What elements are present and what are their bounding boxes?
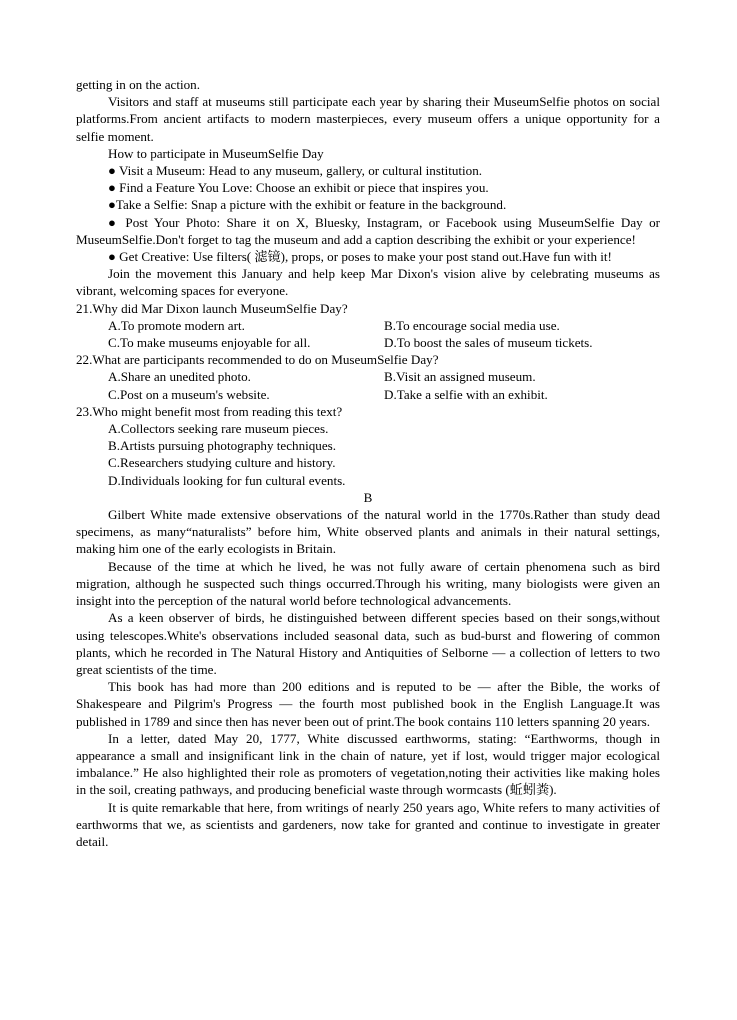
bullet-visit: ● Visit a Museum: Head to any museum, gallery, or cultural institution. xyxy=(108,163,483,179)
option-b: B.To encourage social media use. xyxy=(384,317,560,333)
option-a: A.Collectors seeking rare museum pieces. xyxy=(108,421,329,437)
option-c: C.Post on a museum's website. xyxy=(108,386,270,402)
paragraph-continuation: getting in on the action. xyxy=(76,77,201,92)
bullet-take: ●Take a Selfie: Snap a picture with the exhibit or feature in the background. xyxy=(108,197,507,213)
question-23 xyxy=(76,403,660,489)
option-b: B.Artists pursuing photography techniques. xyxy=(108,438,337,454)
option-d: D.Take a selfie with an exhibit. xyxy=(384,386,548,402)
question-stem: 21.Why did Mar Dixon launch MuseumSelfie Day? xyxy=(76,300,348,316)
paragraph-b2: Because of the time at which he lived, he was not fully aware of certain phenomena such as bird migration, although he suspected such things occurred.Through his writing, many biologists were given an insight into the perception of the natural world before technological advancements. xyxy=(76,558,660,609)
question-22 xyxy=(76,351,660,403)
how-to-heading: How to participate in MuseumSelfie Day xyxy=(108,145,324,161)
paragraph-b5: In a letter, dated May 20, 1777, White discussed earthworms, stating: “Earthworms, though in appearance a small and insignificant link in the chain of nature, yet if lost, would trigger major ecological imbalance.” He also highlighted their role as promoters of vegetation,noting their activities like making holes in the soil, creating pathways, and producing beneficial waste through wormcasts (蚯蚓粪). xyxy=(76,730,660,798)
option-d: D.Individuals looking for fun cultural events. xyxy=(108,472,346,488)
paragraph-visitors: Visitors and staff at museums still participate each year by sharing their MuseumSelfie photos on social platforms.From ancient artifacts to modern masterpieces, every museum offers a unique opportunity for a selfie moment. xyxy=(76,94,660,144)
paragraph-b4: This book has had more than 200 editions and is reputed to be — after the Bible, the works of Shakespeare and Pilgrim's Progress — the fourth most published book in the English Language.It was published in 1789 and since then has never been out of print.The book contains 110 letters spanning 20 years. xyxy=(76,679,660,729)
options xyxy=(76,317,660,351)
options xyxy=(76,420,660,489)
bullet-find: ● Find a Feature You Love: Choose an exhibit or piece that inspires you. xyxy=(108,180,489,196)
option-b: B.Visit an assigned museum. xyxy=(384,369,536,385)
paragraph-b6: It is quite remarkable that here, from writings of nearly 250 years ago, White refers to many activities of earthworms that we, as scientists and gardeners, now take for granted and continue to investigate in greater detail. xyxy=(76,799,660,849)
option-a: A.Share an unedited photo. xyxy=(108,369,251,385)
document-page xyxy=(76,76,660,850)
option-d: D.To boost the sales of museum tickets. xyxy=(384,335,593,351)
question-21 xyxy=(76,300,660,352)
paragraph-b1: Gilbert White made extensive observations of the natural world in the 1770s.Rather than study dead specimens, as many“naturalists” before him, White observed plants and animals in their natural settings, making him one of the early ecologists in Britain. xyxy=(76,507,660,557)
paragraph-b3: As a keen observer of birds, he distinguished between different species based on their songs,without using telescopes.White's observations included seasonal data, such as bud-burst and flowering of common plants, which he recorded in The Natural History and Antiquities of Selborne — a collection of letters to two great scientists of the time. xyxy=(76,610,660,677)
section-heading-b: B xyxy=(363,489,373,505)
bullet-creative: ● Get Creative: Use filters( 滤镜), props, or poses to make your post stand out.Have fun with it! xyxy=(108,249,612,265)
option-a: A.To promote modern art. xyxy=(108,317,245,333)
options xyxy=(76,368,660,402)
option-c: C.To make museums enjoyable for all. xyxy=(108,335,311,351)
question-stem: 22.What are participants recommended to do on MuseumSelfie Day? xyxy=(76,352,439,368)
question-stem: 23.Who might benefit most from reading this text? xyxy=(76,403,343,419)
bullet-post: ● Post Your Photo: Share it on X, Bluesky, Instagram, or Facebook using MuseumSelfie Day or MuseumSelfie.Don't forget to tag the museum and add a caption describing the exhibit or your experience! xyxy=(76,214,660,247)
option-c: C.Researchers studying culture and history. xyxy=(108,455,336,471)
paragraph-join: Join the movement this January and help keep Mar Dixon's vision alive by celebrating museums as vibrant, welcoming spaces for everyone. xyxy=(76,266,660,299)
